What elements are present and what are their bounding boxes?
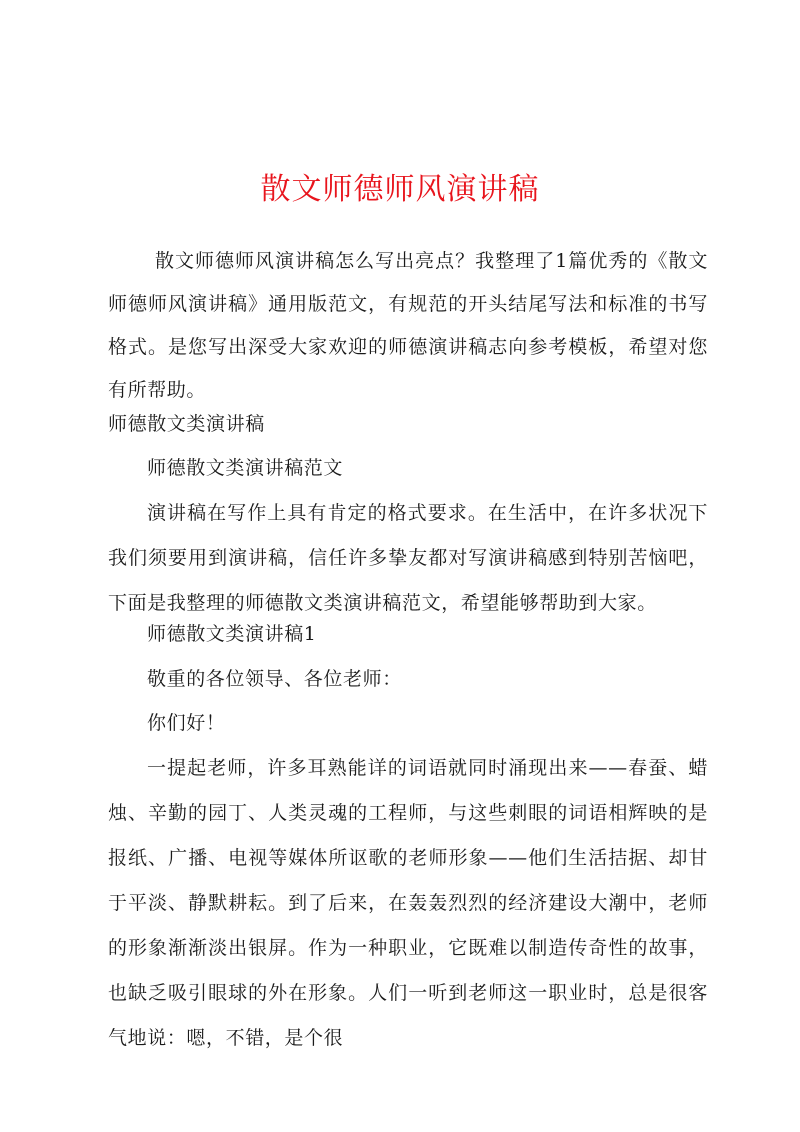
body-paragraph-2: 一提起老师，许多耳熟能详的词语就同时涌现出来——春蚕、蜡烛、辛勤的园丁、人类灵魂的工程师，与这些刺眼的词语相辉映的是报纸、广播、电视等媒体所讴歌的老师形象——他们生活拮据、却甘于平淡、静默耕耘。到了后来，在轰轰烈烈的经济建设大潮中，老师的形象渐渐淡出银屏。作为一种职业，它既难以制造传奇性的故事，也缺乏吸引眼球的外在形象。人们一听到老师这一职业时，总是很客气地说：嗯，不错，是个很	[108, 757, 708, 1049]
subheading: 师德散文类演讲稿范文	[147, 457, 344, 479]
document-title: 散文师德师风演讲稿	[260, 172, 540, 207]
section-heading: 师德散文类演讲稿	[108, 413, 265, 435]
speech-title: 师德散文类演讲稿1	[147, 623, 317, 645]
salutation: 敬重的各位领导、各位老师：	[147, 668, 402, 690]
body-paragraph-1: 演讲稿在写作上具有肯定的格式要求。在生活中，在许多状况下我们须要用到演讲稿，信任许多挚友都对写演讲稿感到特别苦恼吧，下面是我整理的师德散文类演讲稿范文，希望能够帮助到大家。	[108, 502, 708, 614]
intro-paragraph: 散文师德师风演讲稿怎么写出亮点？我整理了1篇优秀的《散文师德师风演讲稿》通用版范文，有规范的开头结尾写法和标准的书写格式。是您写出深受大家欢迎的师德演讲稿志向参考模板，希望对您有所帮助。	[108, 250, 708, 401]
greeting: 你们好！	[147, 712, 226, 734]
